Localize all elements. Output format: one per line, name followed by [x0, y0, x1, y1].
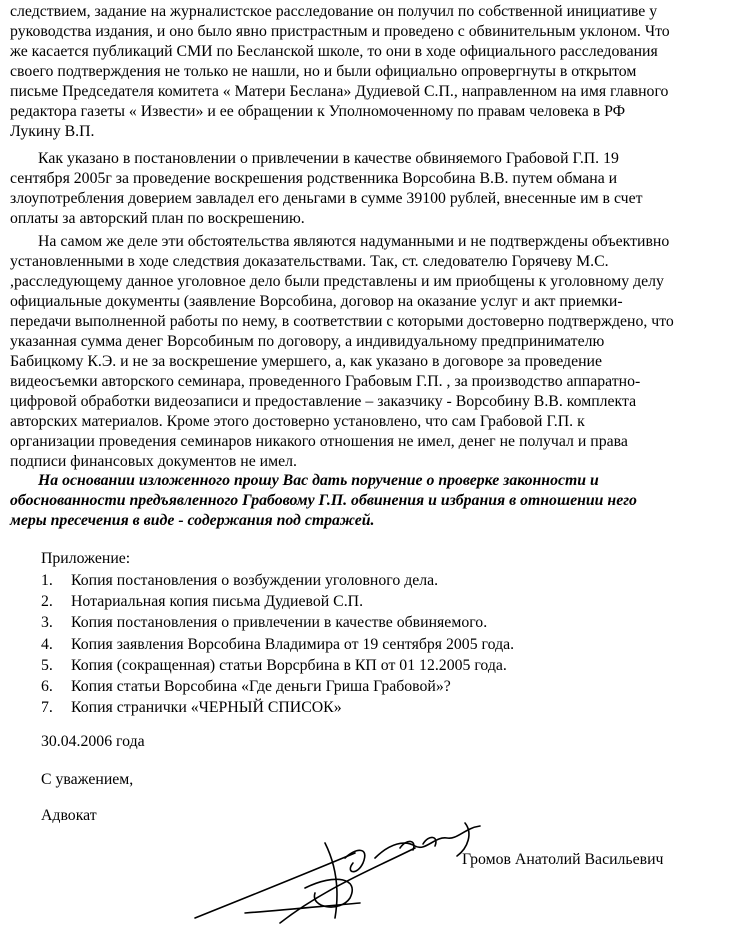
- item-number: 2.: [41, 593, 53, 611]
- text-line: На основании изложенного прошу Вас дать поручение о проверке законности и: [38, 472, 599, 489]
- text-line: ,расследующему данное уголовное дело были представлены и им приобщены к уголовному делу: [10, 273, 664, 290]
- signer-name: Громов Анатолий Васильевич: [462, 851, 664, 868]
- text-line: своего подтверждения не только не нашли, но и были официально опровергнуты в открытом: [10, 63, 637, 80]
- text-line: видеосъемки авторского семинара, проведенного Грабовым Г.П. , за производство аппаратно-: [10, 373, 641, 390]
- text-line: меры пресечения в виде - содержания под стражей.: [10, 512, 375, 529]
- text-line: же касается публикаций СМИ по Бесланской школе, то они в ходе официального расследования: [10, 43, 658, 60]
- list-item: [41, 634, 514, 655]
- text-line: указанная сумма денег Ворсобиным по договору, а индивидуальному предпринимателю: [10, 333, 605, 350]
- text-line: установленными в ходе следствия доказательствами. Так, ст. следователю Горячеву М.С.: [10, 253, 609, 270]
- item-text: Копия постановления о привлечении в качестве обвиняемого.: [71, 614, 488, 632]
- item-number: 7.: [41, 699, 53, 717]
- handwritten-signature: [185, 818, 495, 928]
- item-number: 6.: [41, 677, 53, 695]
- text-line: организации проведения семинаров никакого отношения не имел, денег не получал и права: [10, 433, 628, 450]
- text-line: авторских материалов. Кроме этого достоверно установлено, что сам Грабовой Г.П. к: [10, 413, 585, 430]
- attachments-list: [41, 570, 514, 718]
- item-text: Копия постановления о возбуждении уголовного дела.: [71, 572, 439, 589]
- paragraph-1: [10, 2, 744, 142]
- item-text: Копия заявления Ворсобина Владимира от 19 сентября 2005 года.: [71, 635, 515, 653]
- item-text: Копия (сокращенная) статьи Ворсрбина в КП от 01 12.2005 года.: [71, 656, 507, 674]
- text-line: Лукину В.П.: [10, 123, 95, 140]
- list-item: [41, 697, 514, 718]
- paragraph-2: [10, 149, 744, 229]
- list-item: [41, 676, 514, 697]
- text-line: Бабицкому К.Э. и не за воскрешение умершего, а, как указано в договоре за проведение: [10, 353, 603, 370]
- text-line: оплаты за авторский план по воскрешению.: [10, 210, 305, 227]
- text-line: На самом же деле эти обстоятельства являются надуманными и не подтверждены объективно: [38, 233, 670, 250]
- text-line: следствием, задание на журналистское расследование он получил по собственной инициативе у: [10, 3, 658, 20]
- text-line: цифровой обработки видеозаписи и предоставление – заказчику - Ворсобину В.В. комплекта: [10, 393, 637, 410]
- closing-regards: С уважением,: [41, 771, 134, 788]
- paragraph-3: [10, 232, 744, 472]
- item-number: 4.: [41, 635, 53, 653]
- text-line: письме Председателя комитета « Матери Беслана» Дудиевой С.П., направленном на имя главного: [10, 83, 669, 100]
- item-number: 1.: [41, 572, 53, 589]
- text-line: официальные документы (заявление Ворсобина, договор на оказание услуг и акт приемки-: [10, 293, 623, 310]
- list-item: [41, 591, 514, 612]
- request-paragraph: [10, 471, 744, 531]
- item-text: Копия странички «ЧЕРНЫЙ СПИСОК»: [71, 699, 342, 717]
- text-line: подписи финансовых документов не имел.: [10, 453, 297, 470]
- text-line: передачи выполненной работы по нему, в соответствии с которыми достоверно подтверждено, что: [10, 313, 674, 330]
- item-text: Копия статьи Ворсобина «Где деньги Гриша Грабовой»?: [71, 677, 451, 695]
- text-line: Как указано в постановлении о привлечении в качестве обвиняемого Грабовой Г.П. 19: [38, 150, 619, 167]
- list-item: [41, 655, 514, 676]
- item-text: Нотариальная копия письма Дудиевой С.П.: [71, 593, 364, 611]
- text-line: обоснованности предъявленного Грабовому Г.П. обвинения и избрания в отношении него: [10, 492, 637, 509]
- attachments-title: Приложение:: [41, 550, 131, 567]
- list-item: [41, 612, 514, 633]
- signer-role: Адвокат: [41, 807, 97, 824]
- text-line: редактора газеты « Извести» и ее обращении к Уполномоченному по правам человека в РФ: [10, 103, 626, 120]
- item-number: 5.: [41, 656, 53, 674]
- list-item: [41, 570, 514, 591]
- text-line: злоупотребления доверием завладел его деньгами в сумме 39100 рублей, внесенные им в счет: [10, 190, 643, 207]
- item-number: 3.: [41, 614, 53, 632]
- text-line: сентября 2005г за проведение воскрешения родственника Ворсобина В.В. путем обмана и: [10, 170, 618, 187]
- document-date: 30.04.2006 года: [41, 733, 145, 750]
- text-line: руководства издания, и оно было явно пристрастным и проведено с обвинительным уклоном. Что: [10, 23, 670, 40]
